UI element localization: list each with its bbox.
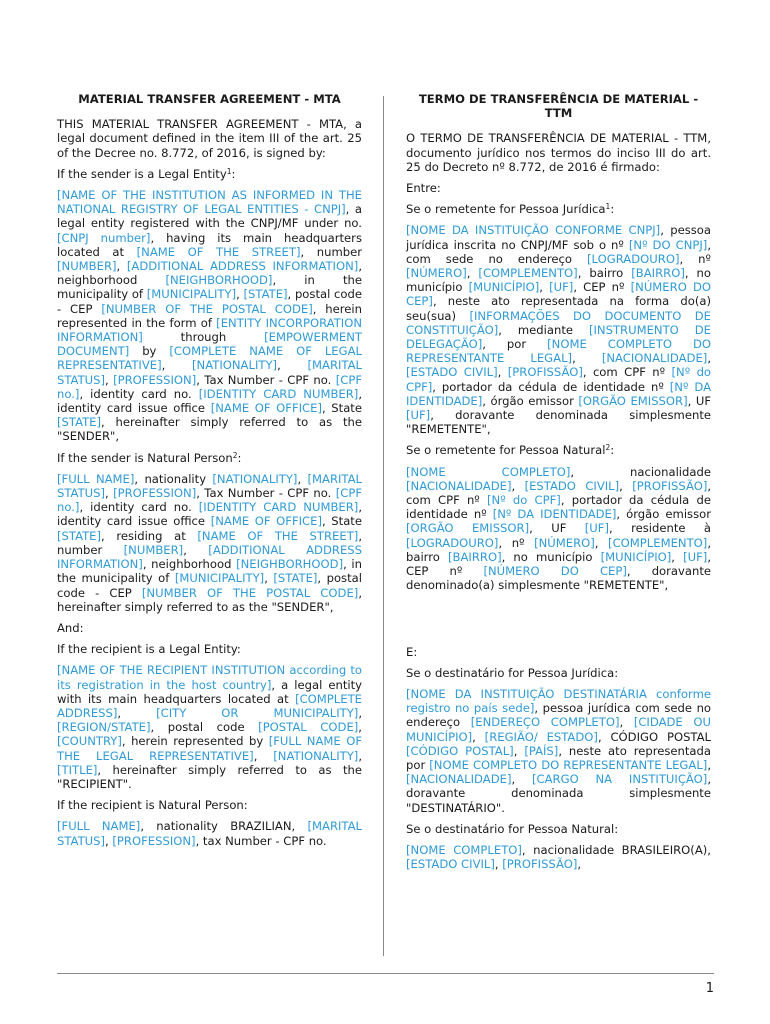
clause-text: , bbox=[161, 358, 193, 373]
clause-text: , bbox=[707, 351, 711, 366]
clause-text: , UF bbox=[687, 393, 711, 408]
heading-text: If the sender is a Legal Entity bbox=[57, 166, 227, 181]
clause-text: , Tax Number - CPF no. bbox=[196, 372, 336, 387]
clause-text: , neighborhood bbox=[57, 259, 362, 288]
placeholder-field: [PROFESSION] bbox=[113, 486, 197, 501]
placeholder-field: [CITY OR MUNICIPALITY] bbox=[156, 705, 359, 720]
placeholder-field: [ESTADO CIVIL] bbox=[406, 857, 495, 872]
placeholder-field: [COMPLETE ADDRESS] bbox=[57, 691, 362, 720]
placeholder-field: [NAME OF OFFICE] bbox=[210, 514, 322, 529]
clause-text: , bbox=[572, 351, 602, 366]
clause-text: , pessoa jurídica inscrita no CNPJ/MF sob o nº bbox=[406, 223, 711, 252]
clause-text: , identity card no. bbox=[79, 386, 199, 401]
portuguese-e-label: E: bbox=[406, 644, 418, 659]
clause-text: , portador da cédula de identidade nº bbox=[406, 493, 712, 522]
heading-text: Se o remetente for Pessoa Jurídica bbox=[406, 202, 606, 217]
placeholder-field: [Nº do CPF] bbox=[487, 493, 561, 508]
placeholder-field: [NOME COMPLETO DO REPRESENTANTE LEGAL] bbox=[406, 337, 712, 366]
placeholder-field: [ENDEREÇO COMPLETO] bbox=[470, 715, 620, 730]
placeholder-field: [NACIONALIDADE] bbox=[601, 351, 708, 366]
portuguese-entre-label: Entre: bbox=[406, 181, 441, 196]
placeholder-field: [CPF no.] bbox=[57, 372, 363, 401]
page-number: 1 bbox=[705, 981, 714, 996]
clause-text: , bbox=[277, 358, 308, 373]
column-divider bbox=[383, 96, 384, 956]
placeholder-field: [NÚMERO DO CEP] bbox=[483, 564, 627, 579]
placeholder-field: [LOGRADOURO] bbox=[406, 535, 499, 550]
clause-text: , bbox=[105, 372, 114, 387]
clause-text: , pessoa jurídica com sede no endereço bbox=[406, 701, 712, 730]
heading-text: If the sender is Natural Person bbox=[57, 450, 233, 465]
clause-text: , bbox=[236, 287, 244, 302]
placeholder-field: [UF] bbox=[549, 280, 574, 295]
placeholder-field: [NEIGHBORHOOD] bbox=[236, 557, 344, 572]
placeholder-field: [PROFISSÃO] bbox=[507, 365, 583, 380]
portuguese-intro: O TERMO DE TRANSFERÊNCIA DE MATERIAL - TTM, documento jurídico nos termos do inciso III do art. 25 do Decreto nº 8.772, de 2016 é firmado: bbox=[406, 131, 711, 174]
portuguese-recipient-natural-heading: Se o destinatário for Pessoa Natural: bbox=[406, 821, 619, 836]
clause-text: , bbox=[183, 542, 209, 557]
clause-text: , number bbox=[300, 244, 363, 259]
clause-text: , com sede no endereço bbox=[406, 237, 711, 266]
clause-text: , no município bbox=[406, 266, 711, 295]
placeholder-field: [Nº DA IDENTIDADE] bbox=[406, 379, 712, 408]
placeholder-field: [NATIONALITY] bbox=[273, 748, 359, 763]
placeholder-field: [PROFESSION] bbox=[113, 372, 197, 387]
footnote-marker: 2 bbox=[605, 443, 611, 453]
placeholder-field: [Nº do CPF] bbox=[406, 365, 712, 394]
placeholder-field: [REGIÃO/ ESTADO] bbox=[484, 729, 598, 744]
placeholder-field: [INSTRUMENTO DE DELEGAÇÃO] bbox=[406, 322, 711, 352]
placeholder-field: [ORGÃO EMISSOR] bbox=[406, 521, 530, 536]
placeholder-field: [NUMBER] bbox=[57, 259, 117, 274]
clause-text: , tax Number - CPF no. bbox=[195, 833, 327, 848]
clause-text: through bbox=[142, 330, 265, 345]
footer-rule bbox=[57, 973, 714, 974]
placeholder-field: [CÓDIGO POSTAL] bbox=[406, 743, 514, 758]
placeholder-field: [NUMBER] bbox=[123, 542, 184, 557]
clause-text: , number bbox=[57, 528, 362, 557]
portuguese-sender-natural-heading: Se o remetente for Pessoa Natural$^2$: bbox=[406, 443, 615, 458]
clause-text: , nº bbox=[679, 251, 711, 266]
placeholder-field: [NACIONALIDADE] bbox=[406, 772, 512, 787]
clause-text: , com CPF nº bbox=[582, 365, 672, 380]
placeholder-field: [EMPOWERMENT DOCUMENT] bbox=[57, 330, 362, 359]
clause-text: , CÓDIGO POSTAL bbox=[597, 729, 711, 744]
clause-text: , bbox=[577, 857, 582, 872]
clause-text: , bbox=[358, 705, 362, 720]
clause-text: , bbox=[494, 857, 503, 872]
clause-text: , identity card issue office bbox=[57, 500, 362, 529]
portuguese-recipient-natural-paragraph bbox=[406, 843, 711, 871]
clause-text: , doravante denominada simplesmente "DESTINATÁRIO". bbox=[406, 772, 712, 815]
placeholder-field: [ADDITIONAL ADDRESS INFORMATION] bbox=[126, 259, 359, 274]
footnote-marker: 2 bbox=[232, 450, 238, 460]
placeholder-field: [NOME DA INSTITUIÇÃO DESTINATÁRIA conforme registro no país sede] bbox=[406, 686, 711, 716]
placeholder-field: [COMPLEMENTO] bbox=[478, 266, 578, 281]
placeholder-field: [FULL NAME] bbox=[57, 471, 135, 486]
placeholder-field: [NÚMERO] bbox=[406, 266, 467, 281]
clause-text: , bbox=[539, 280, 550, 295]
english-sender-legal-paragraph bbox=[57, 188, 362, 444]
placeholder-field: [NOME COMPLETO DO REPRESENTANTE LEGAL] bbox=[429, 757, 708, 772]
placeholder-field: [MUNICÍPIO] bbox=[600, 549, 672, 564]
portuguese-recipient-legal-heading: Se o destinatário for Pessoa Jurídica: bbox=[406, 665, 619, 680]
placeholder-field: [NACIONALIDADE] bbox=[406, 478, 512, 493]
clause-text: , having its main headquarters located at bbox=[57, 230, 362, 259]
clause-text: , nationality BRAZILIAN, bbox=[140, 819, 308, 834]
portuguese-column bbox=[406, 92, 711, 878]
clause-text: , in the municipality of bbox=[57, 273, 362, 302]
clause-text: , postal code bbox=[150, 720, 259, 735]
clause-text: , identity card no. bbox=[79, 500, 199, 515]
english-sender-natural-heading: If the sender is Natural Person$^2$: bbox=[57, 450, 242, 465]
footnote-marker: 1 bbox=[605, 202, 611, 212]
placeholder-field: [NÚMERO] bbox=[534, 535, 595, 550]
placeholder-field: [MARITAL STATUS] bbox=[57, 358, 362, 387]
clause-text: , doravante denominada simplesmente "REMETENTE", bbox=[406, 408, 711, 437]
portuguese-sender-legal-paragraph bbox=[406, 223, 711, 436]
placeholder-field: [NAME OF OFFICE] bbox=[210, 401, 322, 416]
clause-text: , com CPF nº bbox=[406, 478, 712, 508]
clause-text: by bbox=[129, 344, 170, 359]
placeholder-field: [MUNICIPALITY] bbox=[174, 571, 265, 586]
clause-text: , State bbox=[322, 401, 362, 416]
placeholder-field: [IDENTITY CARD NUMBER] bbox=[198, 500, 359, 515]
clause-text: , mediante bbox=[498, 322, 589, 337]
placeholder-field: [POSTAL CODE] bbox=[258, 720, 359, 735]
clause-text: , bbox=[671, 549, 684, 564]
clause-text: , no município bbox=[501, 549, 601, 564]
placeholder-field: [MARITAL STATUS] bbox=[57, 819, 362, 848]
placeholder-field: [MARITAL STATUS] bbox=[57, 471, 362, 501]
english-recipient-natural-paragraph bbox=[57, 819, 362, 847]
clause-text: , herein represented in the form of bbox=[57, 301, 362, 330]
placeholder-field: [COUNTRY] bbox=[57, 734, 122, 749]
clause-text: , residing at bbox=[101, 528, 198, 543]
placeholder-field: [UF] bbox=[584, 521, 609, 536]
placeholder-field: [STATE] bbox=[57, 415, 102, 430]
placeholder-field: [ESTADO CIVIL] bbox=[406, 365, 498, 380]
clause-text: , bbox=[594, 535, 609, 550]
placeholder-field: [TITLE] bbox=[57, 762, 98, 777]
clause-text: , bbox=[264, 571, 274, 586]
placeholder-field: [NAME OF THE INSTITUTION AS INFORMED IN THE NATIONAL REGISTRY OF LEGAL ENTITIES - CNPJ] bbox=[57, 188, 362, 217]
clause-text: , CEP nº bbox=[573, 280, 631, 295]
placeholder-field: [BAIRRO] bbox=[448, 549, 502, 564]
placeholder-field: [STATE] bbox=[57, 528, 102, 543]
clause-text: , órgão emissor bbox=[482, 393, 579, 408]
clause-text: , bbox=[513, 743, 525, 758]
placeholder-field: [NOME COMPLETO] bbox=[406, 842, 522, 857]
clause-text: , nacionalidade bbox=[570, 464, 711, 479]
clause-text: , órgão emissor bbox=[616, 507, 711, 522]
clause-text: , nacionalidade BRASILEIRO(A), bbox=[521, 842, 711, 857]
placeholder-field: [LOGRADOURO] bbox=[587, 251, 680, 266]
english-column bbox=[57, 92, 362, 855]
placeholder-field: [ADDITIONAL ADDRESS INFORMATION] bbox=[57, 542, 362, 572]
placeholder-field: [STATE] bbox=[243, 287, 288, 302]
english-intro: THIS MATERIAL TRANSFER AGREEMENT - MTA, a legal document defined in the item III of the art. 25 of the Decree no. 8.772, of 2016, is signed by: bbox=[57, 117, 362, 160]
clause-text: , bbox=[511, 478, 525, 493]
placeholder-field: [PROFESSION] bbox=[112, 833, 196, 848]
placeholder-field: [FULL NAME] bbox=[57, 819, 141, 834]
clause-text: , bbox=[105, 833, 113, 848]
placeholder-field: [REGION/STATE] bbox=[57, 720, 151, 735]
placeholder-field: [IDENTITY CARD NUMBER] bbox=[198, 386, 359, 401]
clause-text: , bbox=[511, 772, 532, 787]
portuguese-title: TERMO DE TRANSFERÊNCIA DE MATERIAL - TTM bbox=[418, 92, 699, 121]
clause-text: , identity card issue office bbox=[57, 386, 362, 416]
placeholder-field: [ORGÃO EMISSOR] bbox=[578, 393, 688, 408]
placeholder-field: [NEIGHBORHOOD] bbox=[165, 273, 273, 288]
clause-text: , neste ato representada por bbox=[406, 743, 711, 772]
clause-text: , bairro bbox=[406, 535, 711, 564]
clause-text: , neighborhood bbox=[142, 557, 237, 572]
clause-text: , hereinafter simply referred to as the "SENDER", bbox=[57, 415, 362, 444]
clause-text: , por bbox=[482, 337, 548, 352]
clause-text: , Tax Number - CPF no. bbox=[196, 486, 336, 501]
clause-text: , bbox=[619, 478, 633, 493]
placeholder-field: [CPF no.] bbox=[57, 486, 363, 515]
placeholder-field: [PROFISSÃO] bbox=[632, 478, 708, 493]
clause-text: , bbox=[466, 266, 479, 281]
clause-text: , UF bbox=[529, 521, 585, 536]
placeholder-field: [NATIONALITY] bbox=[192, 358, 278, 373]
english-sender-legal-heading: If the sender is a Legal Entity$^1$: bbox=[57, 166, 236, 181]
clause-text: , bbox=[253, 748, 274, 763]
placeholder-field: [STATE] bbox=[273, 571, 318, 586]
clause-text: , bbox=[619, 715, 634, 730]
placeholder-field: [COMPLEMENTO] bbox=[608, 535, 708, 550]
clause-text: , hereinafter simply referred to as the "RECIPIENT". bbox=[57, 762, 362, 791]
placeholder-field: [Nº DA IDENTIDADE] bbox=[492, 507, 617, 522]
clause-text: , nationality bbox=[134, 471, 213, 486]
portuguese-sender-natural-paragraph bbox=[406, 465, 711, 593]
clause-text: , a legal entity registered with the CNPJ/MF under no. bbox=[57, 202, 362, 231]
english-sender-natural-paragraph bbox=[57, 472, 362, 614]
placeholder-field: [NOME COMPLETO] bbox=[406, 464, 571, 479]
english-title: MATERIAL TRANSFER AGREEMENT - MTA bbox=[78, 92, 341, 106]
clause-text: , bbox=[358, 748, 362, 763]
clause-text: , neste ato representada na forma do(a) seu(sua) bbox=[406, 294, 711, 323]
clause-text: , a legal entity with its main headquarters located at bbox=[57, 677, 362, 706]
footnote-marker: 1 bbox=[226, 166, 232, 176]
clause-text: , bbox=[116, 259, 127, 274]
placeholder-field: [NAME OF THE STREET] bbox=[136, 244, 301, 259]
clause-text: , bbox=[472, 729, 485, 744]
placeholder-field: [UF] bbox=[683, 549, 708, 564]
placeholder-field: [CNPJ number] bbox=[57, 230, 151, 245]
english-recipient-legal-heading: If the recipient is a Legal Entity: bbox=[57, 642, 241, 657]
clause-text: , CEP nº bbox=[406, 549, 712, 579]
clause-text: , bbox=[358, 720, 362, 735]
portuguese-recipient-legal-paragraph bbox=[406, 687, 711, 815]
placeholder-field: [ESTADO CIVIL] bbox=[524, 478, 620, 493]
clause-text: , in the municipality of bbox=[57, 557, 362, 586]
placeholder-field: [MUNICÍPIO] bbox=[468, 280, 540, 295]
placeholder-field: [NUMBER OF THE POSTAL CODE] bbox=[101, 301, 313, 316]
spacer bbox=[406, 600, 711, 645]
placeholder-field: [MUNICIPALITY] bbox=[146, 287, 237, 302]
english-recipient-natural-heading: If the recipient is Natural Person: bbox=[57, 798, 248, 813]
placeholder-field: [CIDADE OU MUNICÍPIO] bbox=[406, 715, 712, 744]
placeholder-field: [NÚMERO DO CEP] bbox=[406, 280, 711, 309]
placeholder-field: [NOME DA INSTITUIÇÃO CONFORME CNPJ] bbox=[406, 223, 661, 238]
clause-text: , doravante denominado(a) simplesmente "REMETENTE", bbox=[406, 564, 712, 593]
placeholder-field: [FULL NAME OF THE LEGAL REPRESENTATIVE] bbox=[57, 734, 362, 763]
clause-text: , bbox=[297, 471, 308, 486]
clause-text: , postal code - CEP bbox=[57, 571, 362, 600]
clause-text: , bbox=[707, 757, 712, 772]
placeholder-field: [Nº DO CNPJ] bbox=[628, 237, 708, 252]
clause-text: , herein represented by bbox=[121, 734, 269, 749]
placeholder-field: [INFORMAÇÕES DO DOCUMENTO DE CONSTITUIÇÃO] bbox=[406, 308, 711, 337]
clause-text: , hereinafter simply referred to as the "SENDER", bbox=[57, 585, 362, 614]
clause-text: , bbox=[117, 705, 157, 720]
english-and-label: And: bbox=[57, 620, 84, 635]
english-recipient-legal-paragraph bbox=[57, 663, 362, 791]
clause-text: , bairro bbox=[577, 266, 632, 281]
clause-text: , nº bbox=[498, 535, 535, 550]
placeholder-field: [PROFISSÃO] bbox=[502, 857, 578, 872]
clause-text: , postal code - CEP bbox=[57, 287, 362, 316]
placeholder-field: [NUMBER OF THE POSTAL CODE] bbox=[141, 585, 359, 600]
portuguese-sender-legal-heading: Se o remetente for Pessoa Jurídica$^1$: bbox=[406, 202, 615, 217]
placeholder-field: [COMPLETE NAME OF LEGAL REPRESENTATIVE] bbox=[57, 344, 362, 373]
clause-text: , bbox=[105, 486, 114, 501]
clause-text: , State bbox=[322, 514, 362, 529]
clause-text: , bbox=[497, 365, 508, 380]
placeholder-field: [ENTITY INCORPORATION INFORMATION] bbox=[57, 315, 362, 345]
placeholder-field: [CARGO NA INSTITUIÇÃO] bbox=[531, 772, 708, 787]
placeholder-field: [NAME OF THE STREET] bbox=[197, 528, 359, 543]
heading-text: Se o remetente for Pessoa Natural bbox=[406, 443, 606, 458]
placeholder-field: [BAIRRO] bbox=[631, 266, 685, 281]
clause-text: , portador da cédula de identidade nº bbox=[432, 379, 670, 394]
placeholder-field: [NAME OF THE RECIPIENT INSTITUTION according to its registration in the host country] bbox=[57, 663, 362, 692]
placeholder-field: [NATIONALITY] bbox=[212, 471, 298, 486]
placeholder-field: [UF] bbox=[406, 408, 431, 423]
clause-text: , residente à bbox=[608, 521, 712, 536]
placeholder-field: [PAÍS] bbox=[524, 743, 559, 758]
